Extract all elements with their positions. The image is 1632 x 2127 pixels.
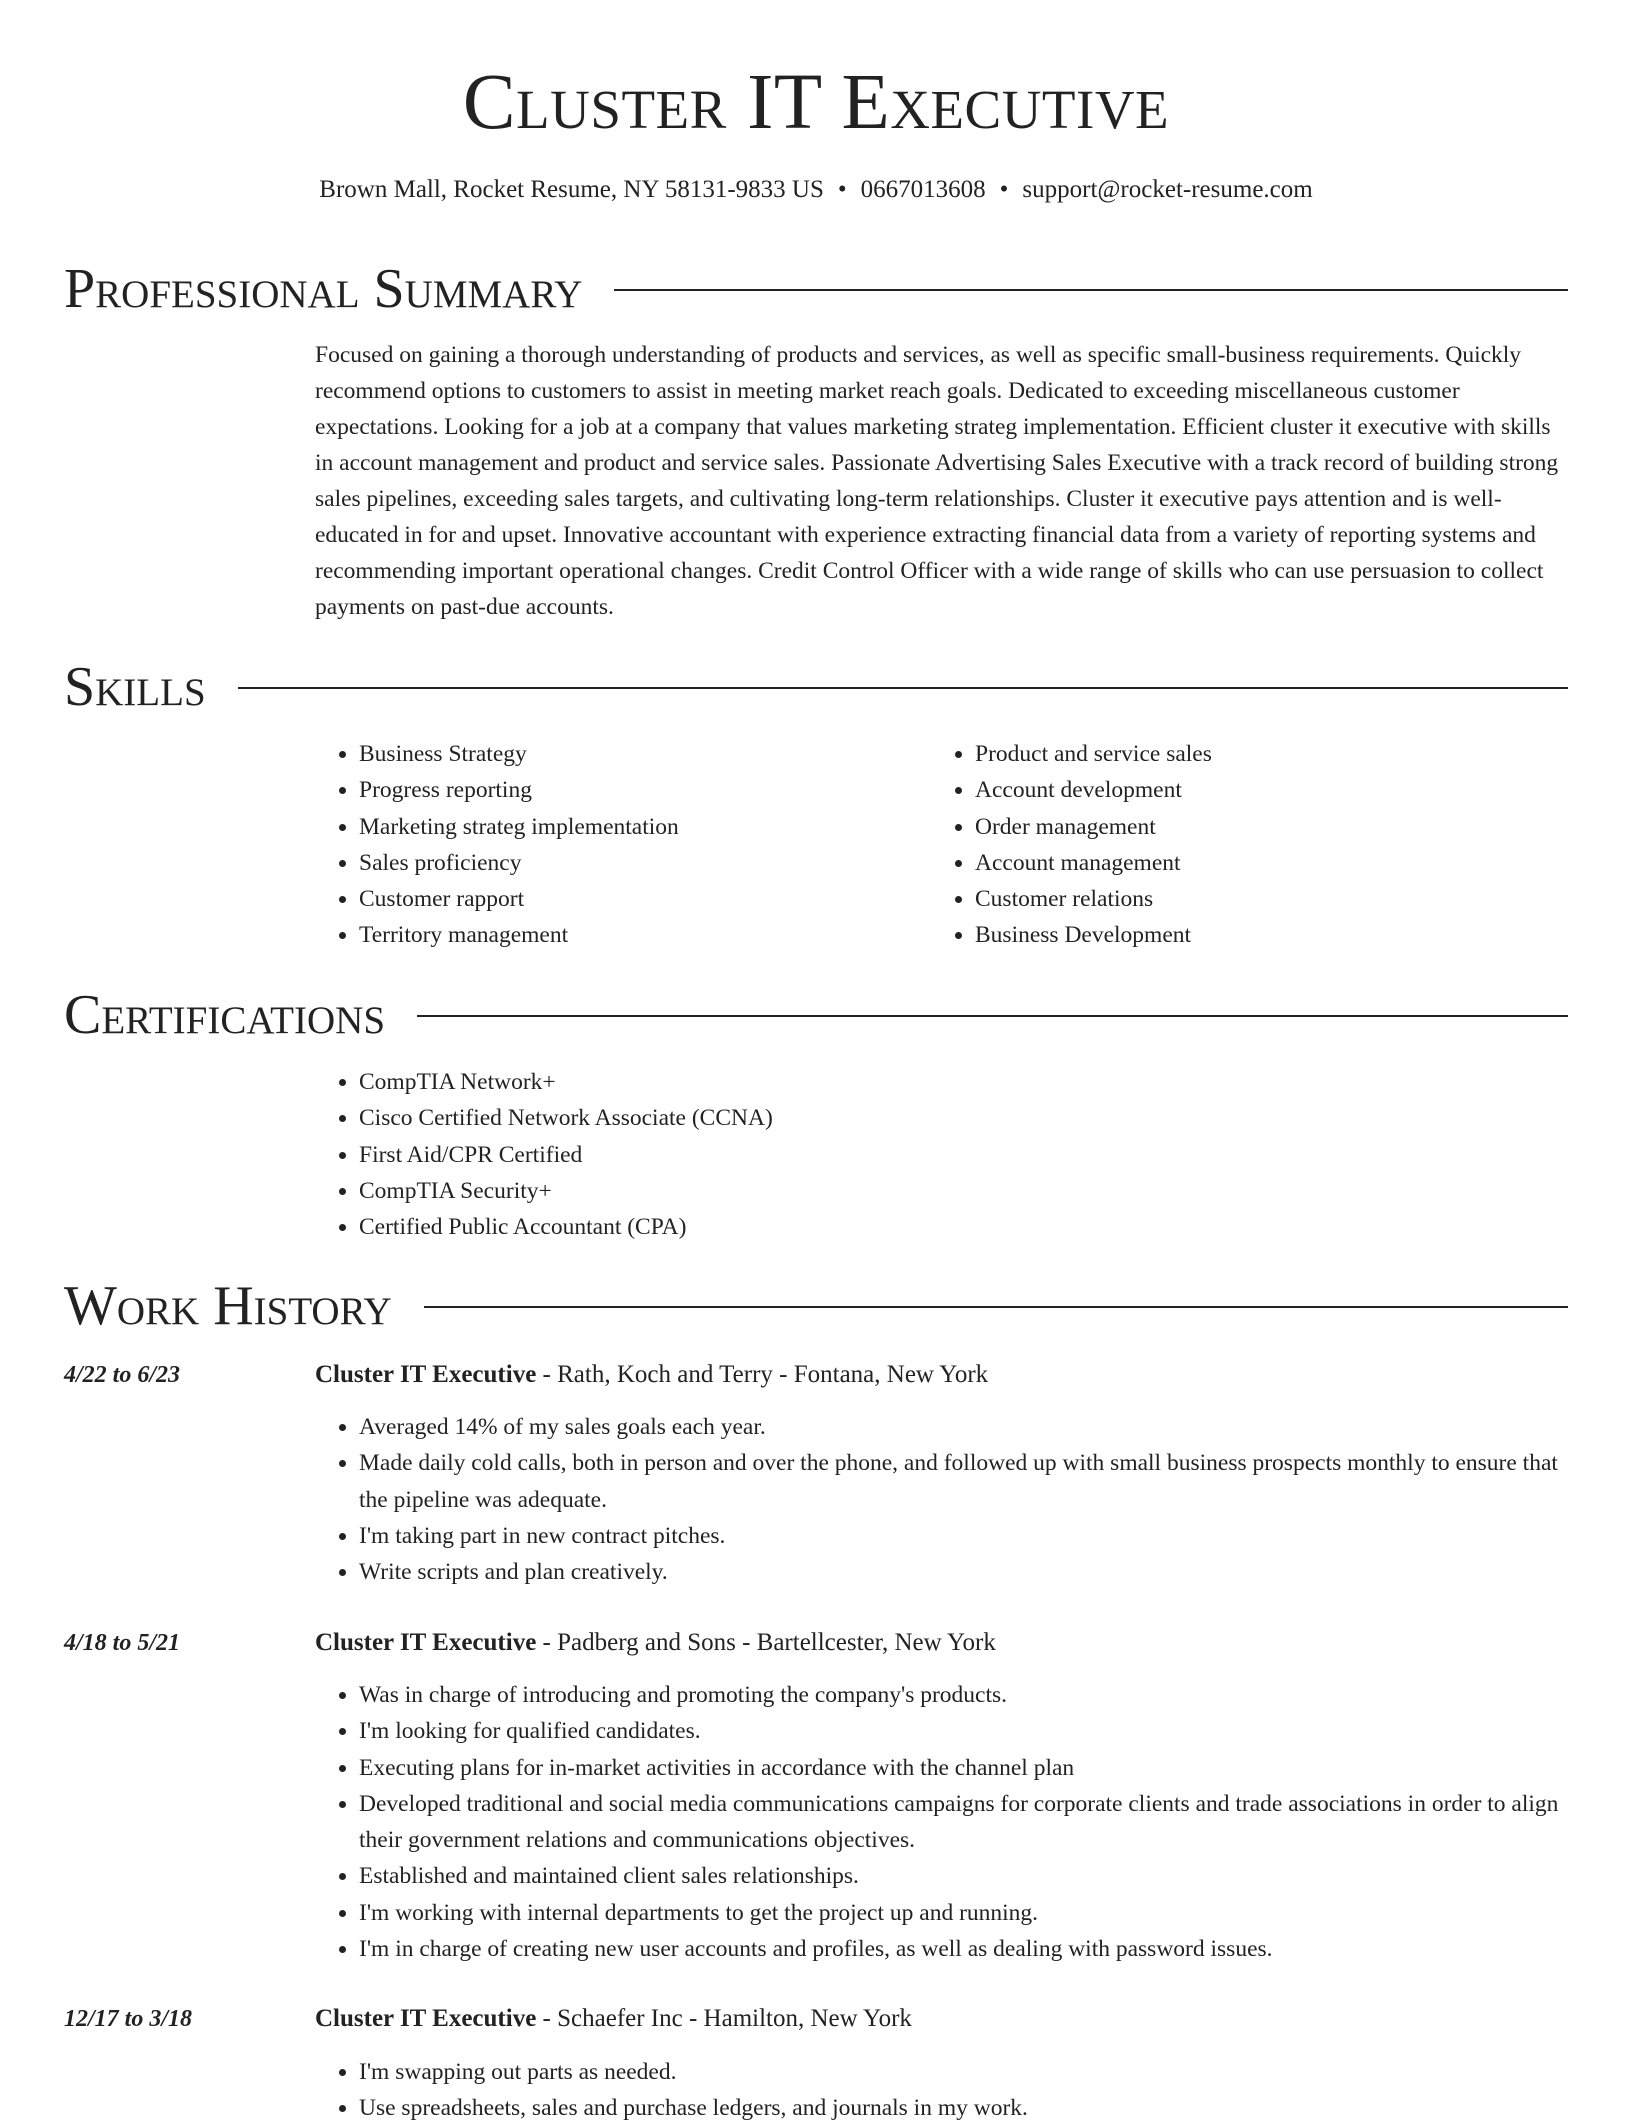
skill-item: • Progress reporting xyxy=(359,772,915,808)
job-heading xyxy=(315,1357,988,1393)
job-bullets xyxy=(315,1409,1567,1590)
job-bullets xyxy=(315,2054,1567,2127)
job-dates: 12/17 to 3/18 xyxy=(64,2006,193,2032)
job-employer-location: - Rath, Koch and Terry - Fontana, New York xyxy=(536,1361,989,1388)
summary-text: Focused on gaining a thorough understanding of products and services, as well as specific small-business requirements. Quickly recommend options to customers to assist in meeting market reach goals. Dedicated to exceeding miscellaneous customer expectations. Looking for a job at a company that values marketing strateg implementation. Efficient cluster it executive with skills in account management and product and service sales. Passionate Advertising Sales Executive with a track record of building strong sales pipelines, exceeding sales targets, and cultivating long-term relationships. Cluster it executive pays attention and is well-educated in for and upset. Innovative accountant with experience extracting financial data from a variety of reporting systems and recommending important operational changes. Credit Control Officer with a wide range of skills who can use persuasion to collect payments on past-due accounts. xyxy=(315,342,1559,620)
job-bullet: • I'm taking part in new contract pitches. xyxy=(359,1518,1567,1554)
skill-item: • Account management xyxy=(975,845,1531,881)
job-bullet: • Averaged 14% of my sales goals each year. xyxy=(359,1409,1567,1445)
summary-heading: Professional Summary xyxy=(64,258,583,320)
skill-item: • Customer relations xyxy=(975,881,1531,917)
contact-line xyxy=(0,172,1632,208)
work-history-section-header xyxy=(64,1274,1568,1338)
section-divider xyxy=(614,289,1568,291)
skills-column-1 xyxy=(315,736,915,954)
skills-section-header xyxy=(64,655,1568,719)
job-bullets xyxy=(315,1677,1567,1967)
contact-separator: • xyxy=(837,176,847,203)
certification-item: • Certified Public Accountant (CPA) xyxy=(359,1209,1515,1245)
job-employer-location: - Schaefer Inc - Hamilton, New York xyxy=(536,2005,912,2032)
certifications-section-header xyxy=(64,983,1568,1047)
job-bullet: • Made daily cold calls, both in person and over the phone, and followed up with small business prospects monthly to ensure that the pipeline was adequate. xyxy=(359,1445,1567,1518)
job-bullet: • I'm working with internal departments to get the project up and running. xyxy=(359,1895,1567,1931)
job-title: Cluster IT Executive xyxy=(315,1629,537,1656)
skill-item: • Order management xyxy=(975,809,1531,845)
job-bullet: • I'm looking for qualified candidates. xyxy=(359,1713,1567,1749)
skill-item: • Account development xyxy=(975,772,1531,808)
skills-heading: Skills xyxy=(64,656,206,718)
certification-item: • First Aid/CPR Certified xyxy=(359,1137,1515,1173)
summary-section-header xyxy=(64,257,1568,321)
section-divider xyxy=(238,687,1568,689)
certifications-heading: Certifications xyxy=(64,984,386,1046)
job-heading xyxy=(315,2001,912,2037)
job-employer-location: - Padberg and Sons - Bartellcester, New York xyxy=(536,1629,996,1656)
job-bullet: • Write scripts and plan creatively. xyxy=(359,1554,1567,1590)
skill-item: • Business Strategy xyxy=(359,736,915,772)
candidate-name: Cluster IT Executive xyxy=(462,59,1170,146)
job-bullet: • I'm in charge of creating new user accounts and profiles, as well as dealing with password issues. xyxy=(359,1931,1567,1967)
skills-column-2 xyxy=(931,736,1531,954)
job-dates: 4/18 to 5/21 xyxy=(64,1630,181,1656)
job-bullet: • Was in charge of introducing and promoting the company's products. xyxy=(359,1677,1567,1713)
section-divider xyxy=(417,1015,1568,1017)
skill-item: • Business Development xyxy=(975,917,1531,953)
skill-item: • Product and service sales xyxy=(975,736,1531,772)
certifications-list xyxy=(315,1064,1515,1245)
skill-item: • Customer rapport xyxy=(359,881,915,917)
job-bullet: • I'm swapping out parts as needed. xyxy=(359,2054,1567,2090)
contact-address: Brown Mall, Rocket Resume, NY 58131-9833 US xyxy=(319,176,824,203)
job-title: Cluster IT Executive xyxy=(315,2005,537,2032)
contact-separator: • xyxy=(999,176,1009,203)
contact-phone: 0667013608 xyxy=(860,176,986,203)
job-bullet: • Use spreadsheets, sales and purchase ledgers, and journals in my work. xyxy=(359,2090,1567,2126)
certification-item: • Cisco Certified Network Associate (CCNA) xyxy=(359,1100,1515,1136)
work-history-heading: Work History xyxy=(64,1275,392,1337)
skill-item: • Sales proficiency xyxy=(359,845,915,881)
section-divider xyxy=(424,1306,1568,1308)
certification-item: • CompTIA Network+ xyxy=(359,1064,1515,1100)
job-title: Cluster IT Executive xyxy=(315,1361,537,1388)
job-heading xyxy=(315,1625,996,1661)
certification-item: • CompTIA Security+ xyxy=(359,1173,1515,1209)
skill-item: • Territory management xyxy=(359,917,915,953)
job-bullet: • Established and maintained client sales relationships. xyxy=(359,1858,1567,1894)
job-bullet: • Executing plans for in-market activities in accordance with the channel plan xyxy=(359,1750,1567,1786)
skill-item: • Marketing strateg implementation xyxy=(359,809,915,845)
job-dates: 4/22 to 6/23 xyxy=(64,1362,181,1388)
contact-email: support@rocket-resume.com xyxy=(1022,176,1313,203)
job-bullet: • Developed traditional and social media communications campaigns for corporate clients and trade associations in order to align their government relations and communications objectives. xyxy=(359,1786,1567,1859)
